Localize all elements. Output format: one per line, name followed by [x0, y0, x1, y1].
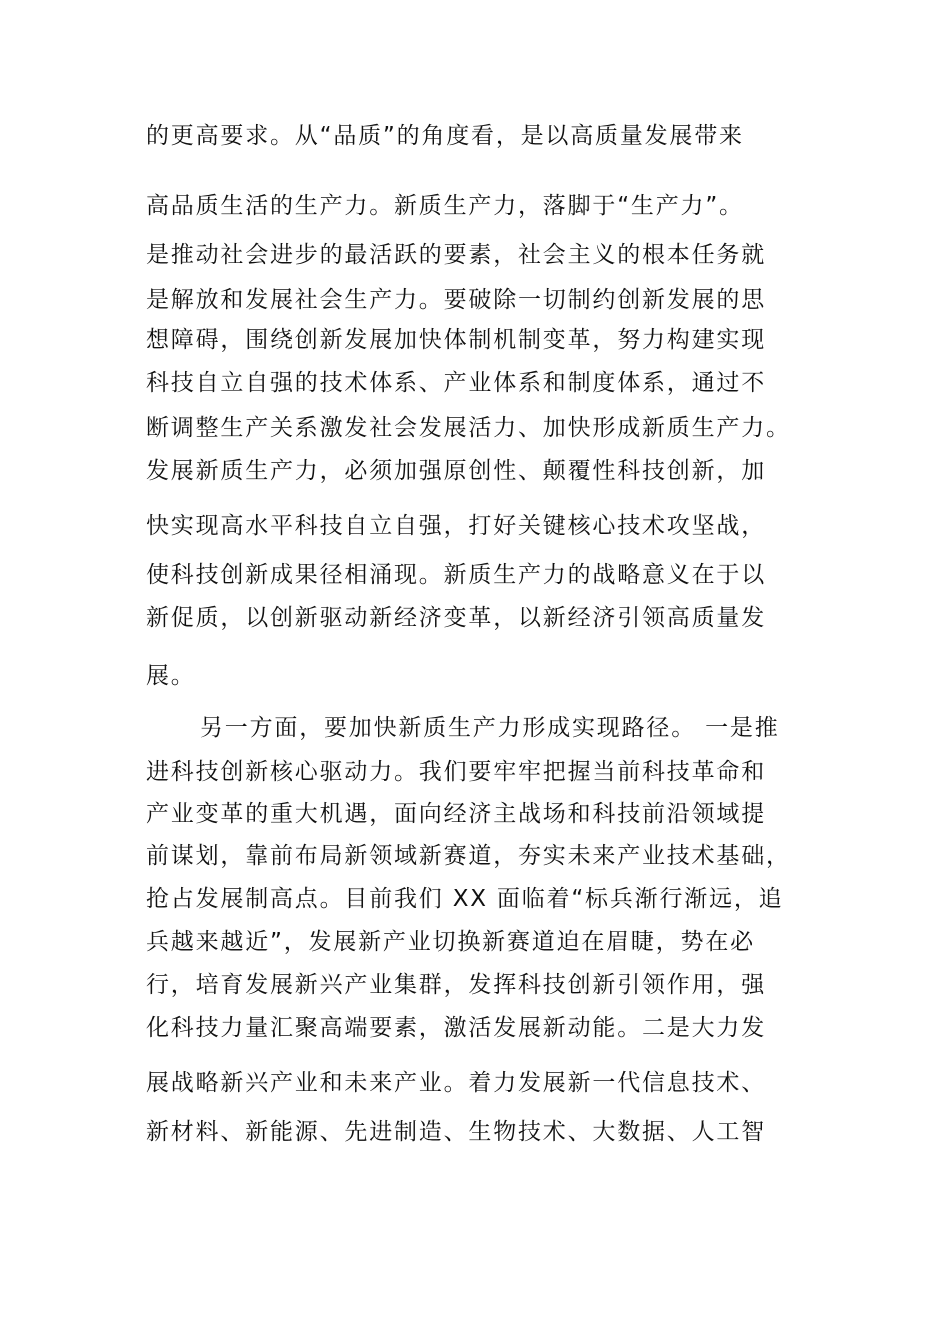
text-line: 展战略新兴产业和未来产业。着力发展新一代信息技术、 [146, 1070, 766, 1096]
text-line: 展。 [146, 663, 196, 689]
paragraph-start-line: 另一方面，要加快新质生产力形成实现路径。 一是推 [200, 715, 780, 741]
text-line: 发展新质生产力，必须加强原创性、颠覆性科技创新，加 [146, 458, 766, 484]
text-line: 兵越来越近”，发展新产业切换新赛道迫在眉睫，势在必 [146, 929, 755, 955]
text-line: 产业变革的重大机遇，面向经济主战场和科技前沿领域提 [146, 801, 766, 827]
text-line: 断调整生产关系激发社会发展活力、加快形成新质生产力。 [146, 415, 791, 441]
text-line: 抢占发展制高点。目前我们 XX 面临着“标兵渐行渐远，追 [146, 886, 784, 912]
text-line: 新材料、新能源、先进制造、生物技术、大数据、人工智 [146, 1119, 766, 1145]
text-line: 化科技力量汇聚高端要素，激活发展新动能。二是大力发 [146, 1015, 766, 1041]
text-line: 高品质生活的生产力。新质生产力，落脚于“生产力”。 [146, 193, 744, 219]
text-line: 的更高要求。从“品质”的角度看，是以高质量发展带来 [146, 123, 744, 149]
text-line: 是解放和发展社会生产力。要破除一切制约创新发展的思 [146, 287, 766, 313]
text-line: 是推动社会进步的最活跃的要素，社会主义的根本任务就 [146, 242, 766, 268]
text-line: 使科技创新成果径相涌现。新质生产力的战略意义在于以 [146, 562, 766, 588]
text-line: 新促质，以创新驱动新经济变革，以新经济引领高质量发 [146, 605, 766, 631]
text-line: 科技自立自强的技术体系、产业体系和制度体系，通过不 [146, 370, 766, 396]
text-line: 前谋划，靠前布局新领域新赛道，夯实未来产业技术基础， [146, 843, 791, 869]
text-line: 快实现高水平科技自立自强，打好关键核心技术攻坚战， [146, 513, 766, 539]
text-line: 进科技创新核心驱动力。我们要牢牢把握当前科技革命和 [146, 759, 766, 785]
text-line: 想障碍，围绕创新发展加快体制机制变革，努力构建实现 [146, 327, 766, 353]
text-line: 行，培育发展新兴产业集群，发挥科技创新引领作用，强 [146, 972, 766, 998]
